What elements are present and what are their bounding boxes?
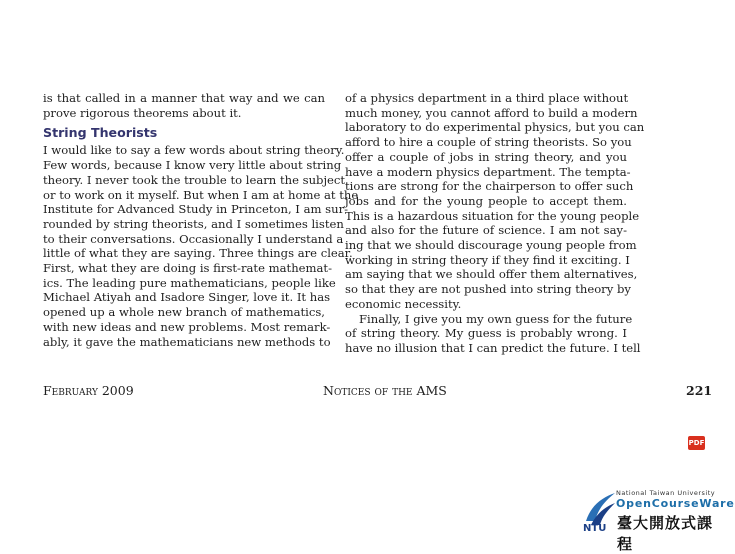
- text-line: much money, you cannot afford to build a modern: [345, 105, 638, 120]
- text-line: offer a couple of jobs in string theory, and you: [345, 149, 627, 164]
- text-line: Finally, I give you my own guess for the future: [359, 311, 633, 326]
- left-column: [43, 91, 359, 366]
- text-line: of a physics department in a third place without: [345, 91, 629, 105]
- text-line: I would like to say a few words about string theory.: [43, 143, 345, 158]
- text-line: am saying that we should offer them alternatives,: [345, 267, 638, 282]
- text-line: laboratory to do experimental physics, but you can: [345, 120, 645, 135]
- text-line: little of what they are saying. Three things are clear.: [43, 246, 353, 261]
- text-line: have a modern physics department. The tempta-: [345, 164, 631, 179]
- page-number: 221: [686, 383, 713, 398]
- pdf-icon[interactable]: PDF: [688, 436, 705, 450]
- text-line: is that called in a manner that way and we can: [43, 91, 325, 105]
- text-line: rounded by string theorists, and I sometimes listen: [43, 216, 344, 231]
- ocw-abbr: NTU: [583, 523, 607, 534]
- text-line: and also for the future of science. I am not say-: [345, 223, 627, 238]
- text-line: Michael Atiyah and Isadore Singer, love it. It has: [43, 290, 331, 305]
- text-line: economic necessity.: [345, 296, 462, 311]
- text-line: Institute for Advanced Study in Princeton, I am sur-: [43, 202, 349, 217]
- text-line: of string theory. My guess is probably wrong. I: [345, 326, 627, 341]
- text-line: prove rigorous theorems about it.: [43, 105, 242, 120]
- text-line: opened up a whole new branch of mathematics,: [43, 305, 325, 320]
- text-line: tions are strong for the chairperson to offer such: [345, 179, 634, 194]
- text-line: ably, it gave the mathematicians new methods to: [43, 334, 331, 349]
- text-line: to their conversations. Occasionally I understand a: [43, 231, 344, 246]
- section-heading: String Theorists: [43, 125, 158, 141]
- footer-date: February 2009: [43, 383, 134, 398]
- text-line: afford to hire a couple of string theorists. So you: [345, 135, 632, 150]
- text-line: ics. The leading pure mathematicians, people like: [43, 275, 336, 290]
- text-line: working in string theory if they find it exciting. I: [345, 252, 630, 267]
- footer-journal: Notices of the AMS: [323, 383, 447, 398]
- text-line: ing that we should discourage young people from: [345, 238, 637, 253]
- text-line: have no illusion that I can predict the future. I tell: [345, 340, 641, 355]
- text-line: with new ideas and new problems. Most remark-: [43, 319, 331, 334]
- text-line: or to work on it myself. But when I am at home at the: [43, 187, 359, 202]
- text-line: jobs and for the young people to accept them.: [345, 193, 627, 208]
- ocw-logo: [583, 487, 735, 553]
- text-line: First, what they are doing is first-rate mathemat-: [43, 261, 333, 276]
- left-preceding-text: [43, 91, 325, 120]
- ocw-name: OpenCourseWare: [616, 497, 735, 510]
- text-line: so that they are not pushed into string theory by: [345, 282, 631, 297]
- right-paragraph: [345, 91, 645, 356]
- ocw-university: National Taiwan University: [616, 489, 716, 497]
- ocw-chinese-name: 臺大開放式課程: [617, 514, 714, 553]
- text-line: theory. I never took the trouble to learn the subject: [43, 172, 346, 187]
- left-paragraph: [43, 143, 359, 349]
- text-line: This is a hazardous situation for the young people: [345, 208, 640, 223]
- text-line: Few words, because I know very little about string: [43, 158, 342, 173]
- right-column: [345, 91, 645, 366]
